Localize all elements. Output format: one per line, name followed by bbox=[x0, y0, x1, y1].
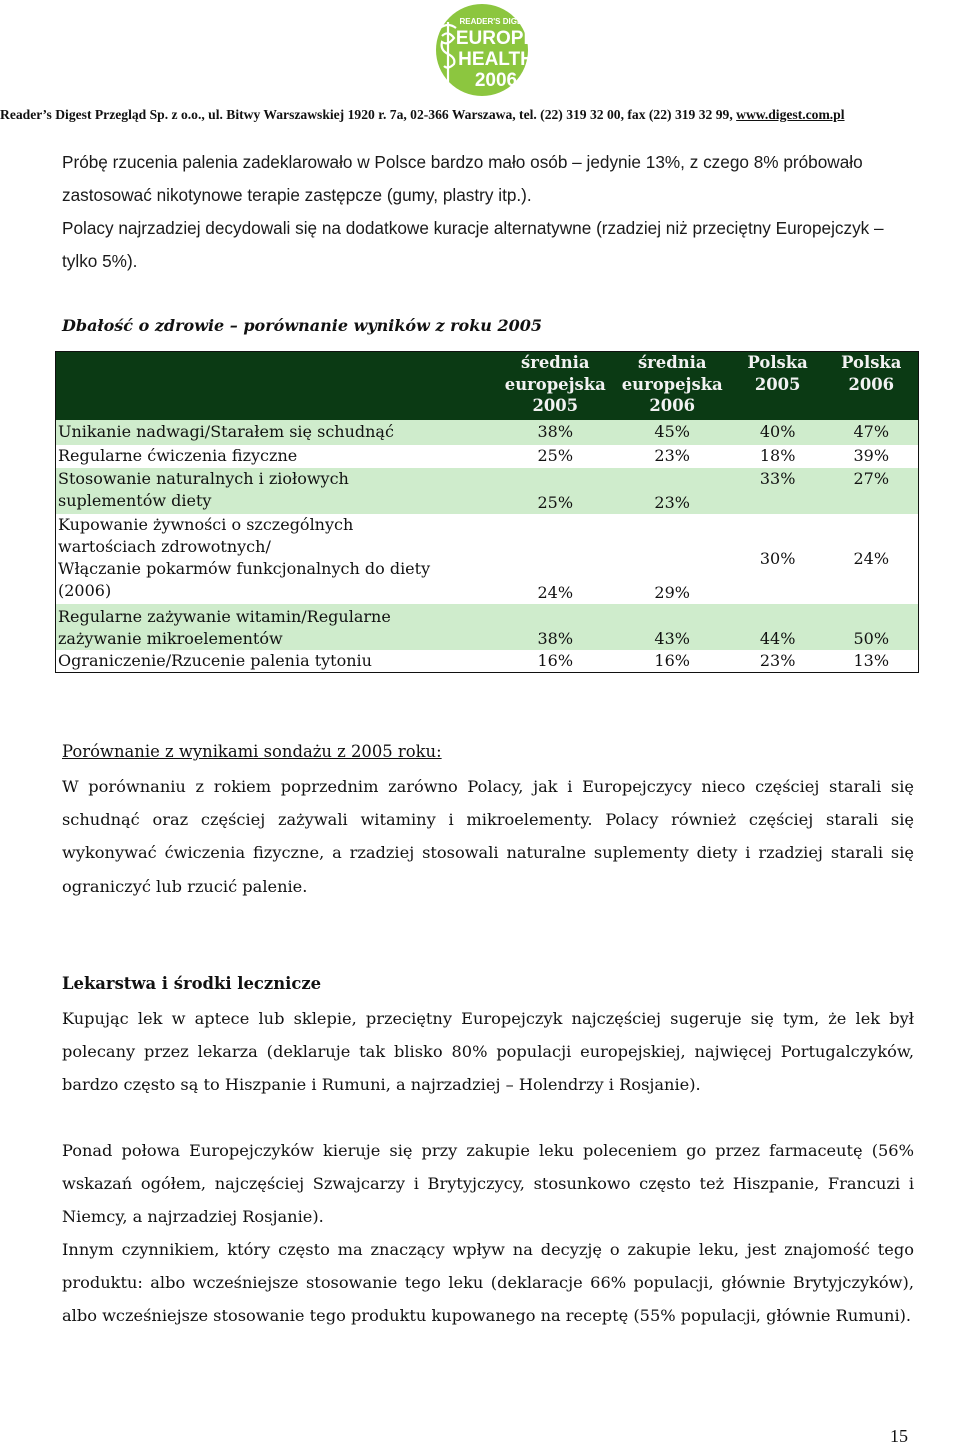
cell-pl-2006: 47% bbox=[825, 420, 919, 445]
cell-pl-2005: 40% bbox=[731, 420, 825, 445]
logo-line4: 2006 bbox=[474, 70, 518, 91]
row-label: Ograniczenie/Rzucenie palenia tytoniu bbox=[56, 650, 497, 673]
medicines-heading: Lekarstwa i środki lecznicze bbox=[62, 974, 322, 993]
logo-line1: READER'S DIGEST bbox=[459, 17, 533, 26]
header-empty bbox=[56, 352, 497, 420]
logo-graphic bbox=[418, 2, 548, 98]
cell-pl-2005: 44% bbox=[731, 604, 825, 650]
page-number: 15 bbox=[890, 1426, 908, 1446]
row-label: Regularne ćwiczenia fizyczne bbox=[56, 445, 497, 468]
logo-line3: HEALTH bbox=[458, 49, 534, 70]
cell-eu-2006: 29% bbox=[614, 514, 731, 604]
cell-eu-2006: 43% bbox=[614, 604, 731, 650]
logo-line2: EUROPE bbox=[455, 28, 537, 49]
row-label-line: (2006) bbox=[58, 580, 112, 600]
header-eu-2005-l2: europejska bbox=[504, 374, 606, 394]
cell-pl-2005: 33% bbox=[731, 468, 825, 514]
table-row bbox=[56, 604, 919, 650]
medicines-paragraph-2: Ponad połowa Europejczyków kieruje się przy zakupie leku poleceniem go przez farmaceutę (56% wskazań ogółem, najczęściej Szwajcarzy i Brytyjczycy, stosunkowo często też Hiszpanie, Francuzi i Niemcy, a najrzadziej Rosjanie). bbox=[62, 1141, 914, 1227]
header-pl-2006 bbox=[825, 352, 919, 420]
header-eu-2006-l1: średnia bbox=[637, 353, 707, 372]
header-eu-2006-l2: europejska bbox=[621, 374, 723, 394]
cell-pl-2006: 27% bbox=[825, 468, 919, 514]
table-header-row bbox=[56, 352, 919, 420]
row-label bbox=[56, 468, 497, 514]
cell-pl-2005: 30% bbox=[731, 514, 825, 604]
medicines-paragraph-1: Kupując lek w aptece lub sklepie, przeciętny Europejczyk najczęściej sugeruje się tym, że lek był polecany przez lekarza (deklaruje tak blisko 80% populacji europejskiej, najwięcej Portugalczyków, bardzo często są to Hiszpanie i Rumuni, a najrzadziej – Holendrzy i Rosjanie). bbox=[62, 1009, 914, 1095]
cell-eu-2006: 45% bbox=[614, 420, 731, 445]
intro-paragraph-2: Polacy najrzadziej decydowali się na dodatkowe kuracje alternatywne (rzadziej niż przeciętny Europejczyk – tylko 5%). bbox=[62, 218, 884, 272]
cell-pl-2006: 50% bbox=[825, 604, 919, 650]
table-row bbox=[56, 445, 919, 468]
cell-eu-2006: 16% bbox=[614, 650, 731, 673]
cell-pl-2006: 39% bbox=[825, 445, 919, 468]
header-pl-2006-l1: Polska bbox=[841, 353, 902, 372]
health-care-comparison-table bbox=[55, 351, 919, 673]
header-eu-2006-l3: 2006 bbox=[649, 396, 696, 416]
table-row bbox=[56, 420, 919, 445]
header-pl-2005-l2: 2005 bbox=[754, 374, 801, 394]
intro-paragraph-1: Próbę rzucenia palenia zadeklarowało w Polsce bardzo mało osób – jedynie 13%, z czego 8% próbowało zastosować nikotynowe terapie zastępcze (gumy, plastry itp.). bbox=[62, 152, 863, 206]
cell-eu-2005: 25% bbox=[497, 468, 614, 514]
table-row bbox=[56, 514, 919, 604]
row-label-line: wartościach zdrowotnych/ bbox=[58, 536, 271, 556]
row-label bbox=[56, 604, 497, 650]
cell-eu-2005: 24% bbox=[497, 514, 614, 604]
header-pl-2006-l2: 2006 bbox=[848, 374, 895, 394]
website-link[interactable]: www.digest.com.pl bbox=[736, 107, 845, 122]
header-eu-2005-l3: 2005 bbox=[532, 396, 579, 416]
header-eu-2005-l1: średnia bbox=[520, 353, 590, 372]
cell-eu-2006: 23% bbox=[614, 445, 731, 468]
header-pl-2005-l1: Polska bbox=[747, 353, 808, 372]
cell-pl-2005: 23% bbox=[731, 650, 825, 673]
table-row bbox=[56, 650, 919, 673]
row-label-line: Stosowanie naturalnych i ziołowych bbox=[58, 468, 349, 488]
row-label bbox=[56, 514, 497, 604]
cell-eu-2005: 16% bbox=[497, 650, 614, 673]
row-label-line: Włączanie pokarmów funkcjonalnych do diety bbox=[58, 558, 431, 578]
table-title: Dbałość o zdrowie – porównanie wyników z roku 2005 bbox=[62, 316, 543, 335]
row-label-line: suplementów diety bbox=[58, 490, 212, 510]
cell-eu-2005: 38% bbox=[497, 420, 614, 445]
table-row bbox=[56, 468, 919, 514]
row-label-line: zażywanie mikroelementów bbox=[58, 628, 283, 648]
comparison-paragraph: W porównaniu z rokiem poprzednim zarówno Polacy, jak i Europejczycy nieco częściej starali się schudnąć oraz częściej zażywali witaminy i mikroelementy. Polacy również częściej starali się wykonywać ćwiczenia fizyczne, a rzadziej stosowali naturalne suplementy diety i rzadziej starali się ograniczyć lub rzucić palenie. bbox=[62, 777, 914, 896]
row-label: Unikanie nadwagi/Starałem się schudnąć bbox=[56, 420, 497, 445]
row-label-line: Regularne zażywanie witamin/Regularne bbox=[58, 606, 391, 626]
publisher-address bbox=[0, 107, 960, 125]
medicines-paragraph-3: Innym czynnikiem, który często ma znaczący wpływ na decyzję o zakupie leku, jest znajomość tego produktu: albo wcześniejsze stosowanie tego leku (deklaracje 66% populacji, głównie Brytyjczyków), albo wcześniejsze stosowanie tego produktu kupowanego na receptę (55% populacji, głównie Rumuni). bbox=[62, 1240, 914, 1326]
europe-health-logo bbox=[418, 2, 548, 98]
header-pl-2005 bbox=[731, 352, 825, 420]
cell-eu-2005: 25% bbox=[497, 445, 614, 468]
row-label-line: Kupowanie żywności o szczególnych bbox=[58, 514, 354, 534]
cell-pl-2006: 24% bbox=[825, 514, 919, 604]
cell-pl-2006: 13% bbox=[825, 650, 919, 673]
address-text: Reader’s Digest Przegląd Sp. z o.o., ul. Bitwy Warszawskiej 1920 r. 7a, 02-366 Warszawa, tel. (22) 319 32 00, fax (22) 319 32 99, bbox=[0, 107, 737, 122]
header-eu-2006 bbox=[614, 352, 731, 420]
cell-eu-2006: 23% bbox=[614, 468, 731, 514]
cell-eu-2005: 38% bbox=[497, 604, 614, 650]
cell-pl-2005: 18% bbox=[731, 445, 825, 468]
comparison-heading: Porównanie z wynikami sondażu z 2005 roku: bbox=[62, 742, 442, 761]
header-eu-2005 bbox=[497, 352, 614, 420]
